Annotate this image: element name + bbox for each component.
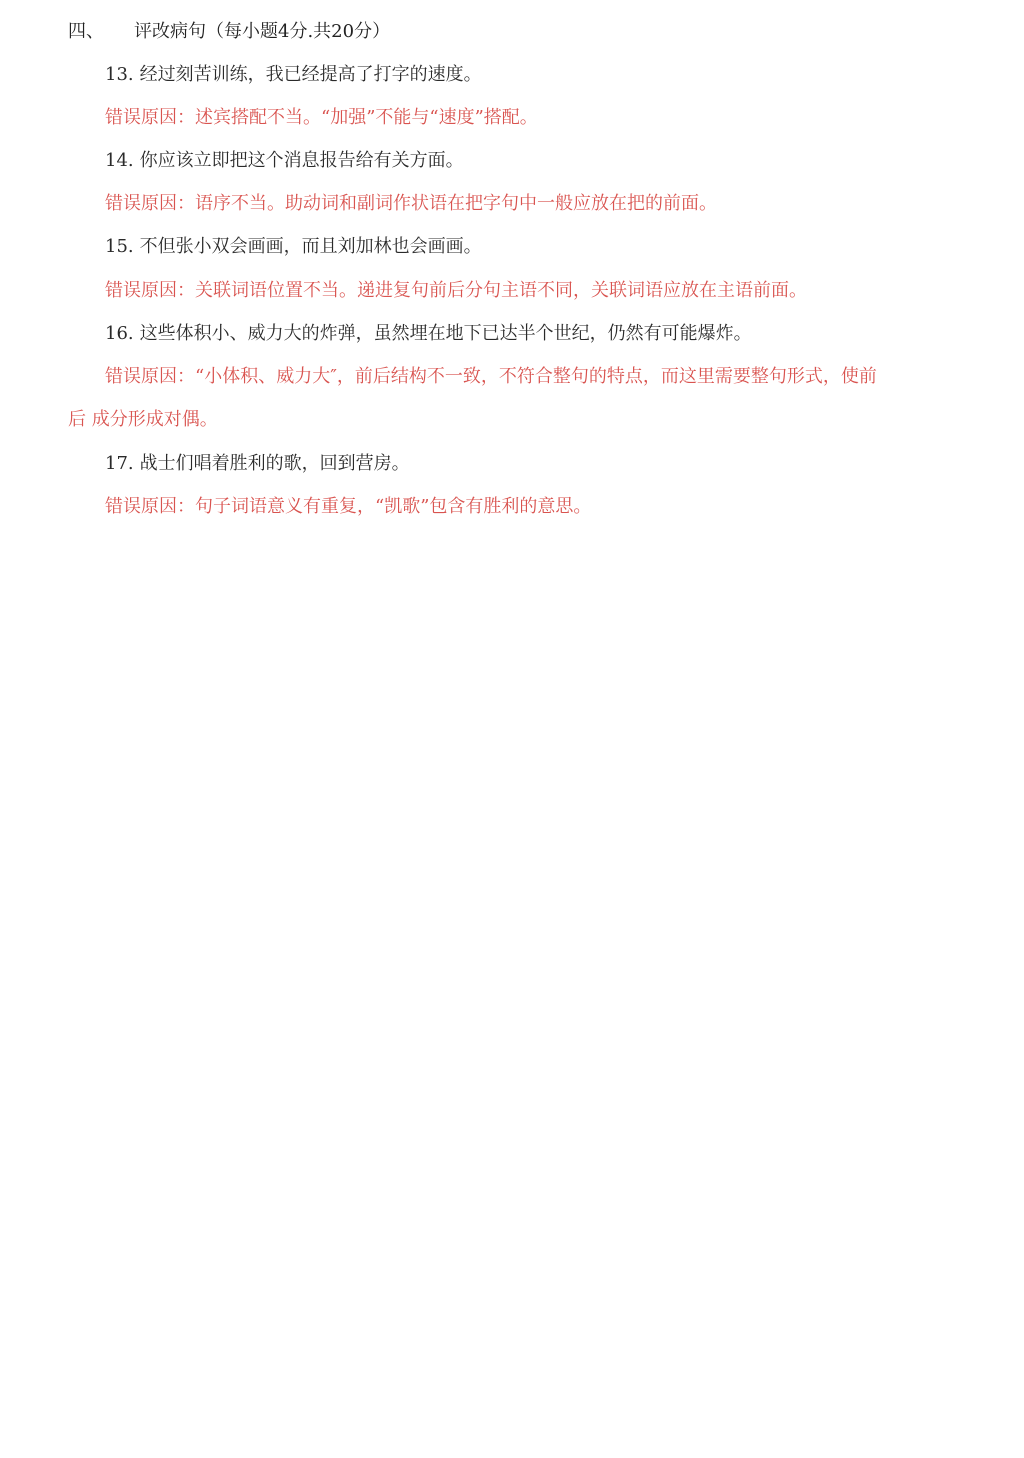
question-13 [105,62,482,88]
answer-17: 错误原因：句子词语意义有重复，“凯歌”包含有胜利的意思。 [105,496,592,517]
section-number: 四、 [68,21,104,42]
question-text: 战士们唱着胜利的歌，回到营房。 [139,453,410,474]
section-title: 评改病句（每小题4分.共20分） [134,21,391,42]
question-number: 16. [105,323,134,344]
question-number: 17. [105,453,134,474]
question-14 [105,148,464,174]
answer-13: 错误原因：述宾搭配不当。“加强”不能与“速度”搭配。 [105,107,538,128]
question-number: 13. [105,64,134,85]
question-text: 不但张小双会画画，而且刘加林也会画画。 [139,236,482,257]
question-text: 这些体积小、威力大的炸弹，虽然埋在地下已达半个世纪，仍然有可能爆炸。 [139,323,752,344]
answer-14: 错误原因：语序不当。助动词和副词作状语在把字句中一般应放在把的前面。 [105,193,717,214]
question-text: 你应该立即把这个消息报告给有关方面。 [139,150,464,171]
answer-15: 错误原因：关联词语位置不当。递进复句前后分句主语不同，关联词语应放在主语前面。 [105,280,807,301]
answer-16: 错误原因：“小体积、威力大″，前后结构不一致，不符合整句的特点，而这里需要整句形式，使前 [105,366,877,387]
answer-16-continued: 后 成分形成对偶。 [68,409,218,430]
question-number: 15. [105,236,134,257]
question-number: 14. [105,150,134,171]
question-17 [105,451,410,477]
question-16 [105,321,752,347]
question-text: 经过刻苦训练，我已经提高了打字的速度。 [139,64,482,85]
question-15 [105,234,482,260]
section-heading [68,19,390,45]
